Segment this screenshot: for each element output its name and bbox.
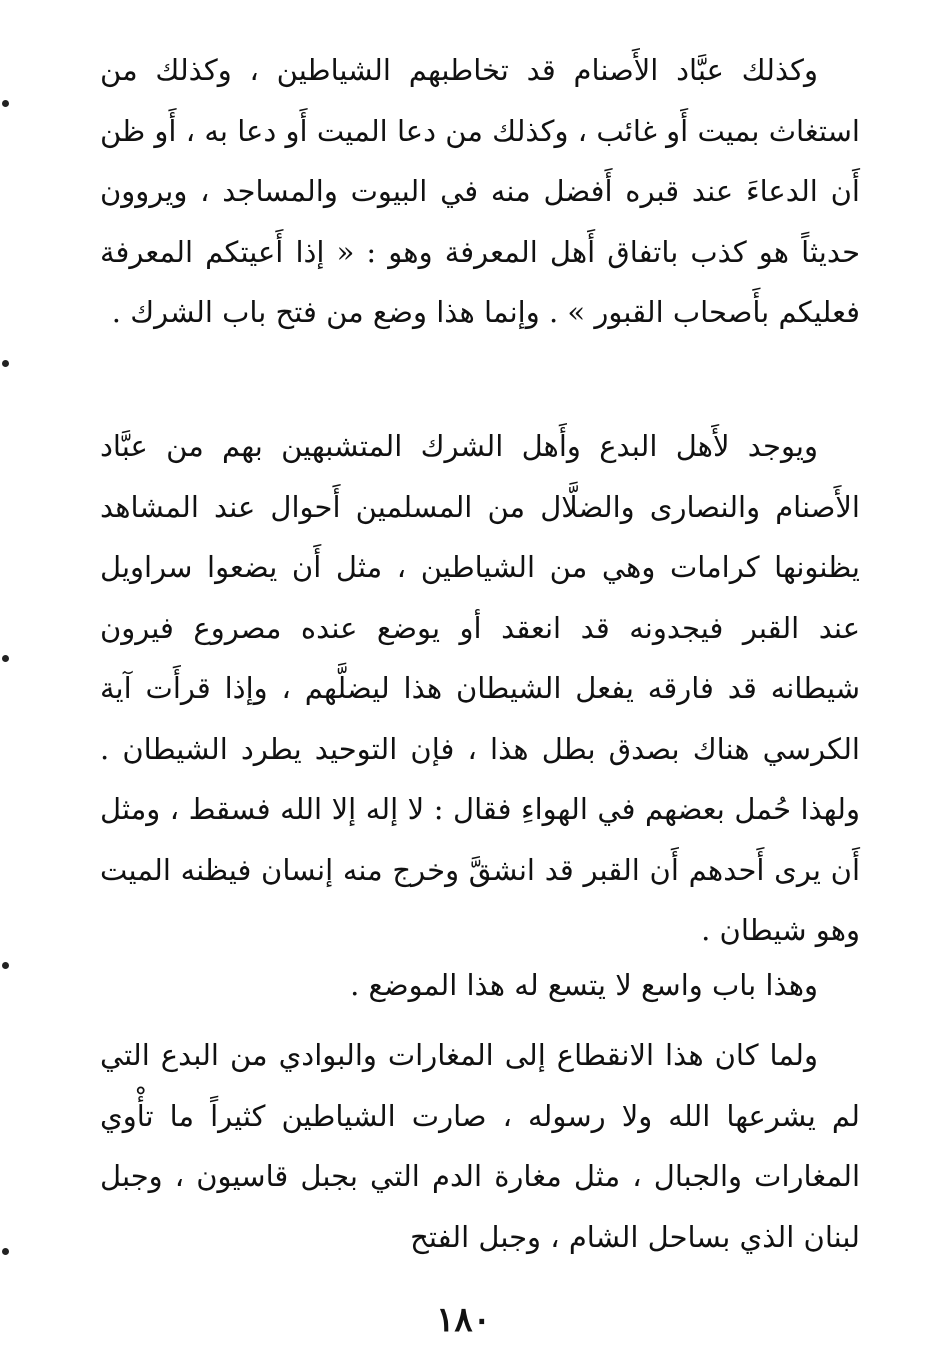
paragraph-2 <box>100 416 860 961</box>
paragraph-3 <box>100 955 860 1016</box>
page-number: ١٨٠ <box>436 1300 491 1340</box>
paragraph-text: وهذا باب واسع لا يتسع له هذا الموضع . <box>350 968 818 1002</box>
paragraph-text: ولما كان هذا الانقطاع إلى المغارات والبوادي من البدع التي لم يشرعها الله ولا رسوله ، صارت الشياطين كثيراً ما تأْوي المغارات والجبال ، مثل مغارة الدم التي بجبل قاسيون ، وجبل لبنان الذي بساحل الشام ، وجبل الفتح <box>100 1038 861 1254</box>
margin-dot <box>2 1248 9 1255</box>
margin-dot <box>2 655 9 662</box>
paragraph-text: ويوجد لأَهل البدع وأَهل الشرك المتشبهين بهم من عبَّاد الأَصنام والنصارى والضلَّال من المسلمين أَحوال عند المشاهد يظنونها كرامات وهي من الشياطين ، مثل أَن يضعوا سراويل عند القبر فيجدونه قد انعقد أو يوضع عنده مصروع فيرون شيطانه قد فارقه يفعل الشيطان هذا ليضلَّهم ، وإذا قرأَت آية الكرسي هناك بصدق بطل هذا ، فإن التوحيد يطرد الشيطان . ولهذا حُمل بعضهم في الهواءِ فقال : لا إله إلا الله فسقط ، ومثل أَن يرى أَحدهم أَن القبر قد انشقَّ وخرج منه إنسان فيظنه الميت وهو شيطان . <box>100 429 860 947</box>
paragraph-text: وكذلك عبَّاد الأَصنام قد تخاطبهم الشياطين ، وكذلك من استغاث بميت أَو غائب ، وكذلك من دعا الميت أَو دعا به ، أَو ظن أَن الدعاءَ عند قبره أَفضل منه في البيوت والمساجد ، ويروون حديثاً هو كذب باتفاق أَهل المعرفة وهو : « إذا أَعيتكم المعرفة فعليكم بأَصحاب القبور » . وإنما هذا وضع من فتح باب الشرك . <box>100 53 860 329</box>
margin-dot <box>2 360 9 367</box>
paragraph-1 <box>100 40 860 343</box>
margin-dot <box>2 100 9 107</box>
paragraph-4 <box>100 1025 860 1267</box>
margin-dot <box>2 962 9 969</box>
